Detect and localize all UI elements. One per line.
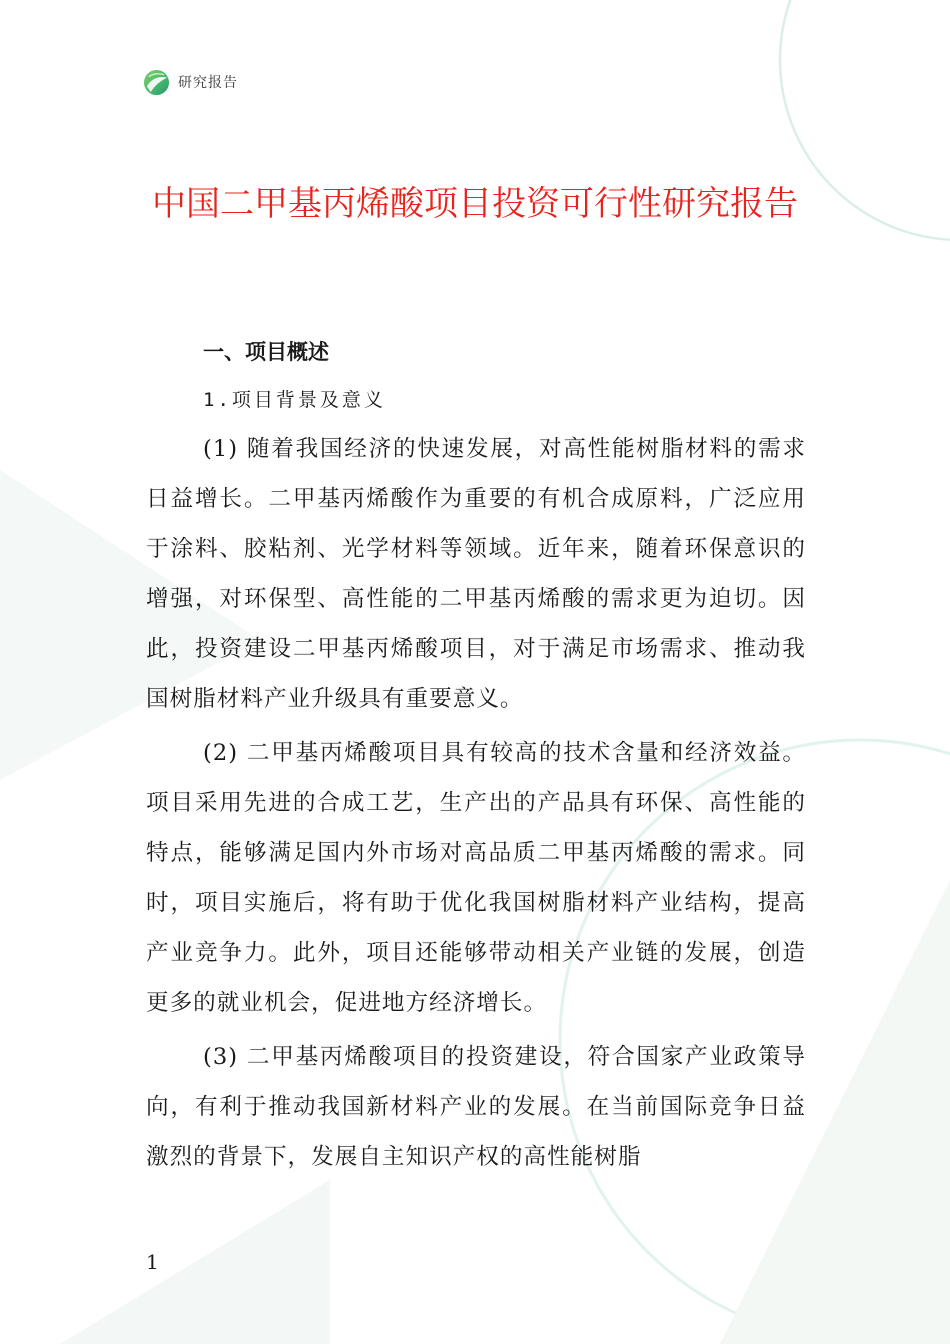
section-heading: 一、项目概述 [203, 340, 329, 364]
document-body [146, 330, 806, 1182]
green-globe-logo-icon [143, 69, 170, 96]
paragraph-3: (3) 二甲基丙烯酸项目的投资建设，符合国家产业政策导向，有利于推动我国新材料产业的发展。在当前国际竞争日益激烈的背景下，发展自主知识产权的高性能树脂 [146, 1044, 806, 1170]
paragraph-1: (1) 随着我国经济的快速发展，对高性能树脂材料的需求日益增长。二甲基丙烯酸作为重要的有机合成原料，广泛应用于涂料、胶粘剂、光学材料等领域。近年来，随着环保意识的增强，对环保型、高性能的二甲基丙烯酸的需求更为迫切。因此，投资建设二甲基丙烯酸项目，对于满足市场需求、推动我国树脂材料产业升级具有重要意义。 [146, 436, 806, 712]
document-title: 中国二甲基丙烯酸项目投资可行性研究报告 [152, 184, 798, 224]
subsection-heading: 1.项目背景及意义 [203, 389, 386, 411]
paragraph-2: (2) 二甲基丙烯酸项目具有较高的技术含量和经济效益。项目采用先进的合成工艺，生产出的产品具有环保、高性能的特点，能够满足国内外市场对高品质二甲基丙烯酸的需求。同时，项目实施后，将有助于优化我国树脂材料产业结构，提高产业竞争力。此外，项目还能够带动相关产业链的发展，创造更多的就业机会，促进地方经济增长。 [146, 740, 806, 1016]
report-header [143, 68, 238, 96]
page-number: 1 [146, 1250, 159, 1274]
header-label: 研究报告 [178, 75, 238, 91]
